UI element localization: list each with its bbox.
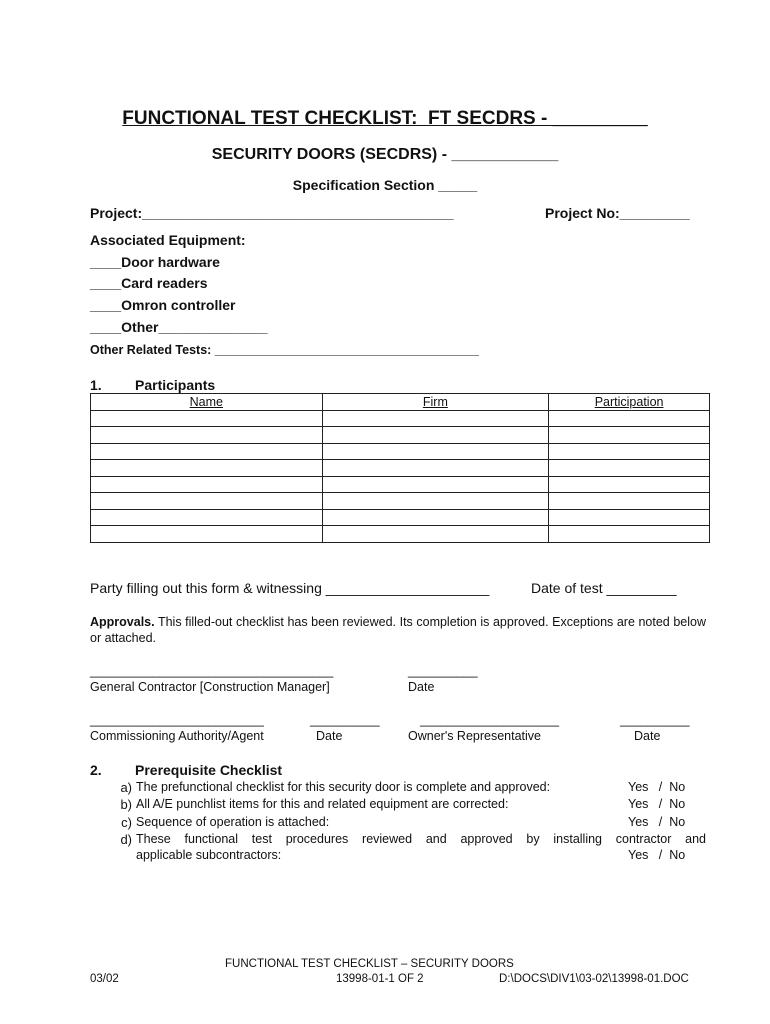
- table-row: [91, 509, 710, 526]
- participation-cell[interactable]: [549, 476, 710, 493]
- participation-cell[interactable]: [549, 410, 710, 427]
- column-header-participation: Participation: [549, 394, 710, 411]
- owner-date-label: Date: [634, 729, 661, 743]
- yes-no-choice[interactable]: Yes / No: [628, 848, 686, 862]
- other-related-tests[interactable]: Other Related Tests: ______________________________________: [90, 343, 479, 357]
- item-text: The prefunctional checklist for this security door is complete and approved:: [136, 780, 551, 794]
- participants-number: 1.: [90, 377, 102, 393]
- gc-date-label: Date: [408, 680, 435, 694]
- approvals-text: This filled-out checklist has been reviewed. Its completion is approved. Exceptions are noted below or attached.: [90, 615, 706, 645]
- participation-cell[interactable]: [549, 427, 710, 444]
- associated-equipment-heading: Associated Equipment:: [90, 232, 246, 248]
- owner-signature-line[interactable]: ____________________: [420, 713, 560, 727]
- gc-signature-line[interactable]: ___________________________________: [90, 664, 334, 678]
- name-cell[interactable]: [91, 526, 323, 543]
- column-header-name: Name: [91, 394, 323, 411]
- firm-cell[interactable]: [322, 443, 549, 460]
- gc-signature-label: General Contractor [Construction Manager]: [90, 680, 330, 694]
- ca-signature-line[interactable]: _________________________: [90, 713, 264, 727]
- page-title: FUNCTIONAL TEST CHECKLIST: FT SECDRS - _________: [122, 108, 648, 129]
- owner-date-line[interactable]: __________: [620, 713, 690, 727]
- equipment-item-card-readers[interactable]: ____Card readers: [90, 275, 208, 291]
- firm-cell[interactable]: [322, 493, 549, 510]
- yes-no-choice[interactable]: Yes / No: [628, 815, 686, 829]
- item-text-continued: applicable subcontractors:: [136, 848, 282, 862]
- party-witnessing-field[interactable]: Party filling out this form & witnessing _____________________: [90, 580, 490, 596]
- item-letter: b): [120, 797, 132, 812]
- table-row: [91, 526, 710, 543]
- column-header-firm: Firm: [322, 394, 549, 411]
- name-cell[interactable]: [91, 460, 323, 477]
- participation-cell[interactable]: [549, 526, 710, 543]
- participants-table: [90, 393, 710, 543]
- name-cell[interactable]: [91, 493, 323, 510]
- footer-date: 03/02: [90, 973, 119, 985]
- participants-header-row: [91, 394, 710, 411]
- footer-page-number: 13998-01-1 OF 2: [336, 973, 424, 985]
- firm-cell[interactable]: [322, 460, 549, 477]
- owner-signature-label: Owner's Representative: [408, 729, 542, 743]
- firm-cell[interactable]: [322, 509, 549, 526]
- specification-section: Specification Section _____: [292, 177, 478, 193]
- item-text: These functional test procedures reviewed and approved by installing contractor and: [136, 832, 706, 846]
- firm-cell[interactable]: [322, 476, 549, 493]
- table-row: [91, 493, 710, 510]
- name-cell[interactable]: [91, 443, 323, 460]
- name-cell[interactable]: [91, 427, 323, 444]
- participation-cell[interactable]: [549, 493, 710, 510]
- ca-date-label: Date: [316, 729, 343, 743]
- name-cell[interactable]: [91, 476, 323, 493]
- yes-no-choice[interactable]: Yes / No: [628, 780, 686, 794]
- participation-cell[interactable]: [549, 509, 710, 526]
- footer-title: FUNCTIONAL TEST CHECKLIST – SECURITY DOORS: [225, 958, 514, 970]
- firm-cell[interactable]: [322, 410, 549, 427]
- firm-cell[interactable]: [322, 526, 549, 543]
- equipment-item-omron-controller[interactable]: ____Omron controller: [90, 297, 236, 313]
- yes-no-choice[interactable]: Yes / No: [628, 797, 686, 811]
- project-no-field[interactable]: Project No:_________: [545, 205, 690, 221]
- name-cell[interactable]: [91, 410, 323, 427]
- item-letter: d): [120, 832, 132, 847]
- ca-signature-label: Commissioning Authority/Agent: [90, 729, 264, 743]
- equipment-item-door-hardware[interactable]: ____Door hardware: [90, 254, 220, 270]
- participation-cell[interactable]: [549, 443, 710, 460]
- participants-heading: Participants: [135, 377, 216, 393]
- project-field[interactable]: Project:________________________________________: [90, 205, 454, 221]
- participation-cell[interactable]: [549, 460, 710, 477]
- table-row: [91, 443, 710, 460]
- name-cell[interactable]: [91, 509, 323, 526]
- table-row: [91, 476, 710, 493]
- ca-date-line[interactable]: __________: [310, 713, 380, 727]
- approvals-label: Approvals.: [90, 615, 155, 629]
- table-row: [91, 460, 710, 477]
- prerequisite-number: 2.: [90, 762, 102, 778]
- gc-date-line[interactable]: __________: [408, 664, 478, 678]
- footer-file-path: D:\DOCS\DIV1\03-02\13998-01.DOC: [499, 973, 689, 985]
- page-subtitle: SECURITY DOORS (SECDRS) - ____________: [211, 146, 559, 163]
- table-row: [91, 427, 710, 444]
- item-letter: c): [121, 815, 132, 830]
- approvals-paragraph: [90, 614, 706, 646]
- date-of-test-field[interactable]: Date of test _________: [531, 580, 677, 596]
- equipment-item-other[interactable]: ____Other______________: [90, 319, 268, 335]
- table-row: [91, 410, 710, 427]
- item-text: All A/E punchlist items for this and related equipment are corrected:: [136, 797, 509, 811]
- item-text: Sequence of operation is attached:: [136, 815, 330, 829]
- item-letter: a): [120, 780, 132, 795]
- prerequisite-heading: Prerequisite Checklist: [135, 762, 283, 778]
- firm-cell[interactable]: [322, 427, 549, 444]
